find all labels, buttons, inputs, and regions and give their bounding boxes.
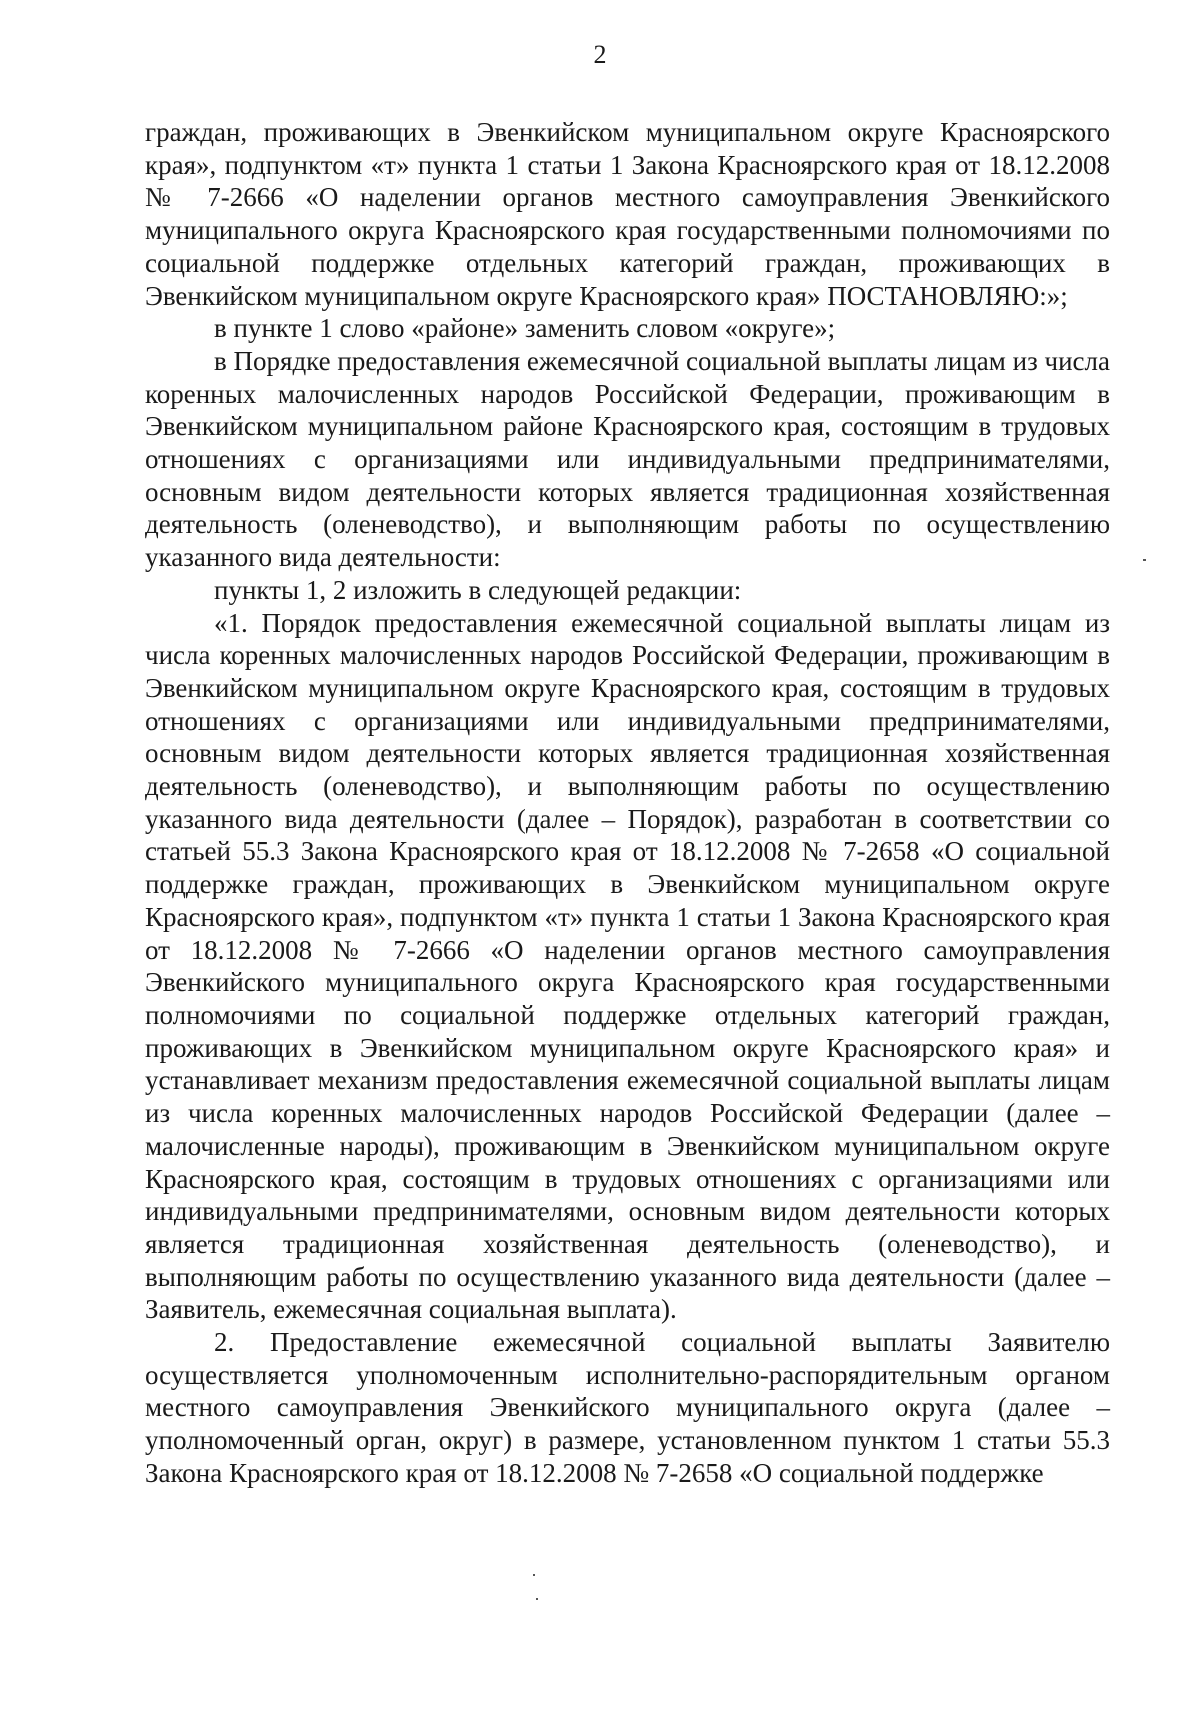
- scan-speck: [533, 1574, 535, 1576]
- scan-speck: [536, 1598, 538, 1600]
- document-body: [145, 116, 1110, 1490]
- paragraph-order-reference: в Порядке предоставления ежемесячной социальной выплаты лицам из числа коренных малочисленных народов Российской Федерации, проживающим в Эвенкийском муниципальном районе Красноярского края, состоящим в трудовых отношениях с организациями или индивидуальными предпринимателями, основным видом деятельности которых является традиционная хозяйственная деятельность (оленеводство), и выполняющим работы по осуществлению указанного вида деятельности:: [145, 345, 1110, 573]
- scan-speck: [1143, 559, 1146, 561]
- paragraph-continuation: граждан, проживающих в Эвенкийском муниципальном округе Красноярского края», подпунктом «т» пункта 1 статьи 1 Закона Красноярского края от 18.12.2008 № 7-2666 «О наделении органов местного самоуправления Эвенкийского муниципального округа Красноярского края государственными полномочиями по социальной поддержке отдельных категорий граждан, проживающих в Эвенкийском муниципальном округе Красноярского края» ПОСТАНОВЛЯЮ:»;: [145, 117, 1110, 311]
- paragraph-point-2: 2. Предоставление ежемесячной социальной выплаты Заявителю осуществляется уполномоченным исполнительно-распорядительным органом местного самоуправления Эвенкийского муниципального округа (далее – уполномоченный орган, округ) в размере, установленном пунктом 1 статьи 55.3 Закона Красноярского края от 18.12.2008 № 7-2658 «О социальной поддержке: [145, 1327, 1110, 1488]
- page-number: 2: [593, 40, 607, 69]
- paragraph-point-1: «1. Порядок предоставления ежемесячной социальной выплаты лицам из числа коренных малочисленных народов Российской Федерации, проживающим в Эвенкийском муниципальном округе Красноярского края, состоящим в трудовых отношениях с организациями или индивидуальными предпринимателями, основным видом деятельности которых является традиционная хозяйственная деятельность (оленеводство), и выполняющим работы по осуществлению указанного вида деятельности (далее – Порядок), разработан в соответствии со статьей 55.3 Закона Красноярского края от 18.12.2008 № 7-2658 «О социальной поддержке граждан, проживающих в Эвенкийском муниципальном округе Красноярского края», подпунктом «т» пункта 1 статьи 1 Закона Красноярского края от 18.12.2008 № 7-2666 «О наделении органов местного самоуправления Эвенкийского муниципального округа Красноярского края государственными полномочиями по социальной поддержке отдельных категорий граждан, проживающих в Эвенкийском муниципальном округе Красноярского края» и устанавливает механизм предоставления ежемесячной социальной выплаты лицам из числа коренных малочисленных народов Российской Федерации (далее – малочисленные народы), проживающим в Эвенкийском муниципальном округе Красноярского края, состоящим в трудовых отношениях с организациями или индивидуальными предпринимателями, основным видом деятельности которых является традиционная хозяйственная деятельность (оленеводство), и выполняющим работы по осуществлению указанного вида деятельности (далее – Заявитель, ежемесячная социальная выплата).: [145, 607, 1110, 1325]
- paragraph-points-edit: пункты 1, 2 изложить в следующей редакции:: [214, 574, 742, 605]
- paragraph-amendment-point-1: в пункте 1 слово «районе» заменить словом «округе»;: [214, 313, 836, 344]
